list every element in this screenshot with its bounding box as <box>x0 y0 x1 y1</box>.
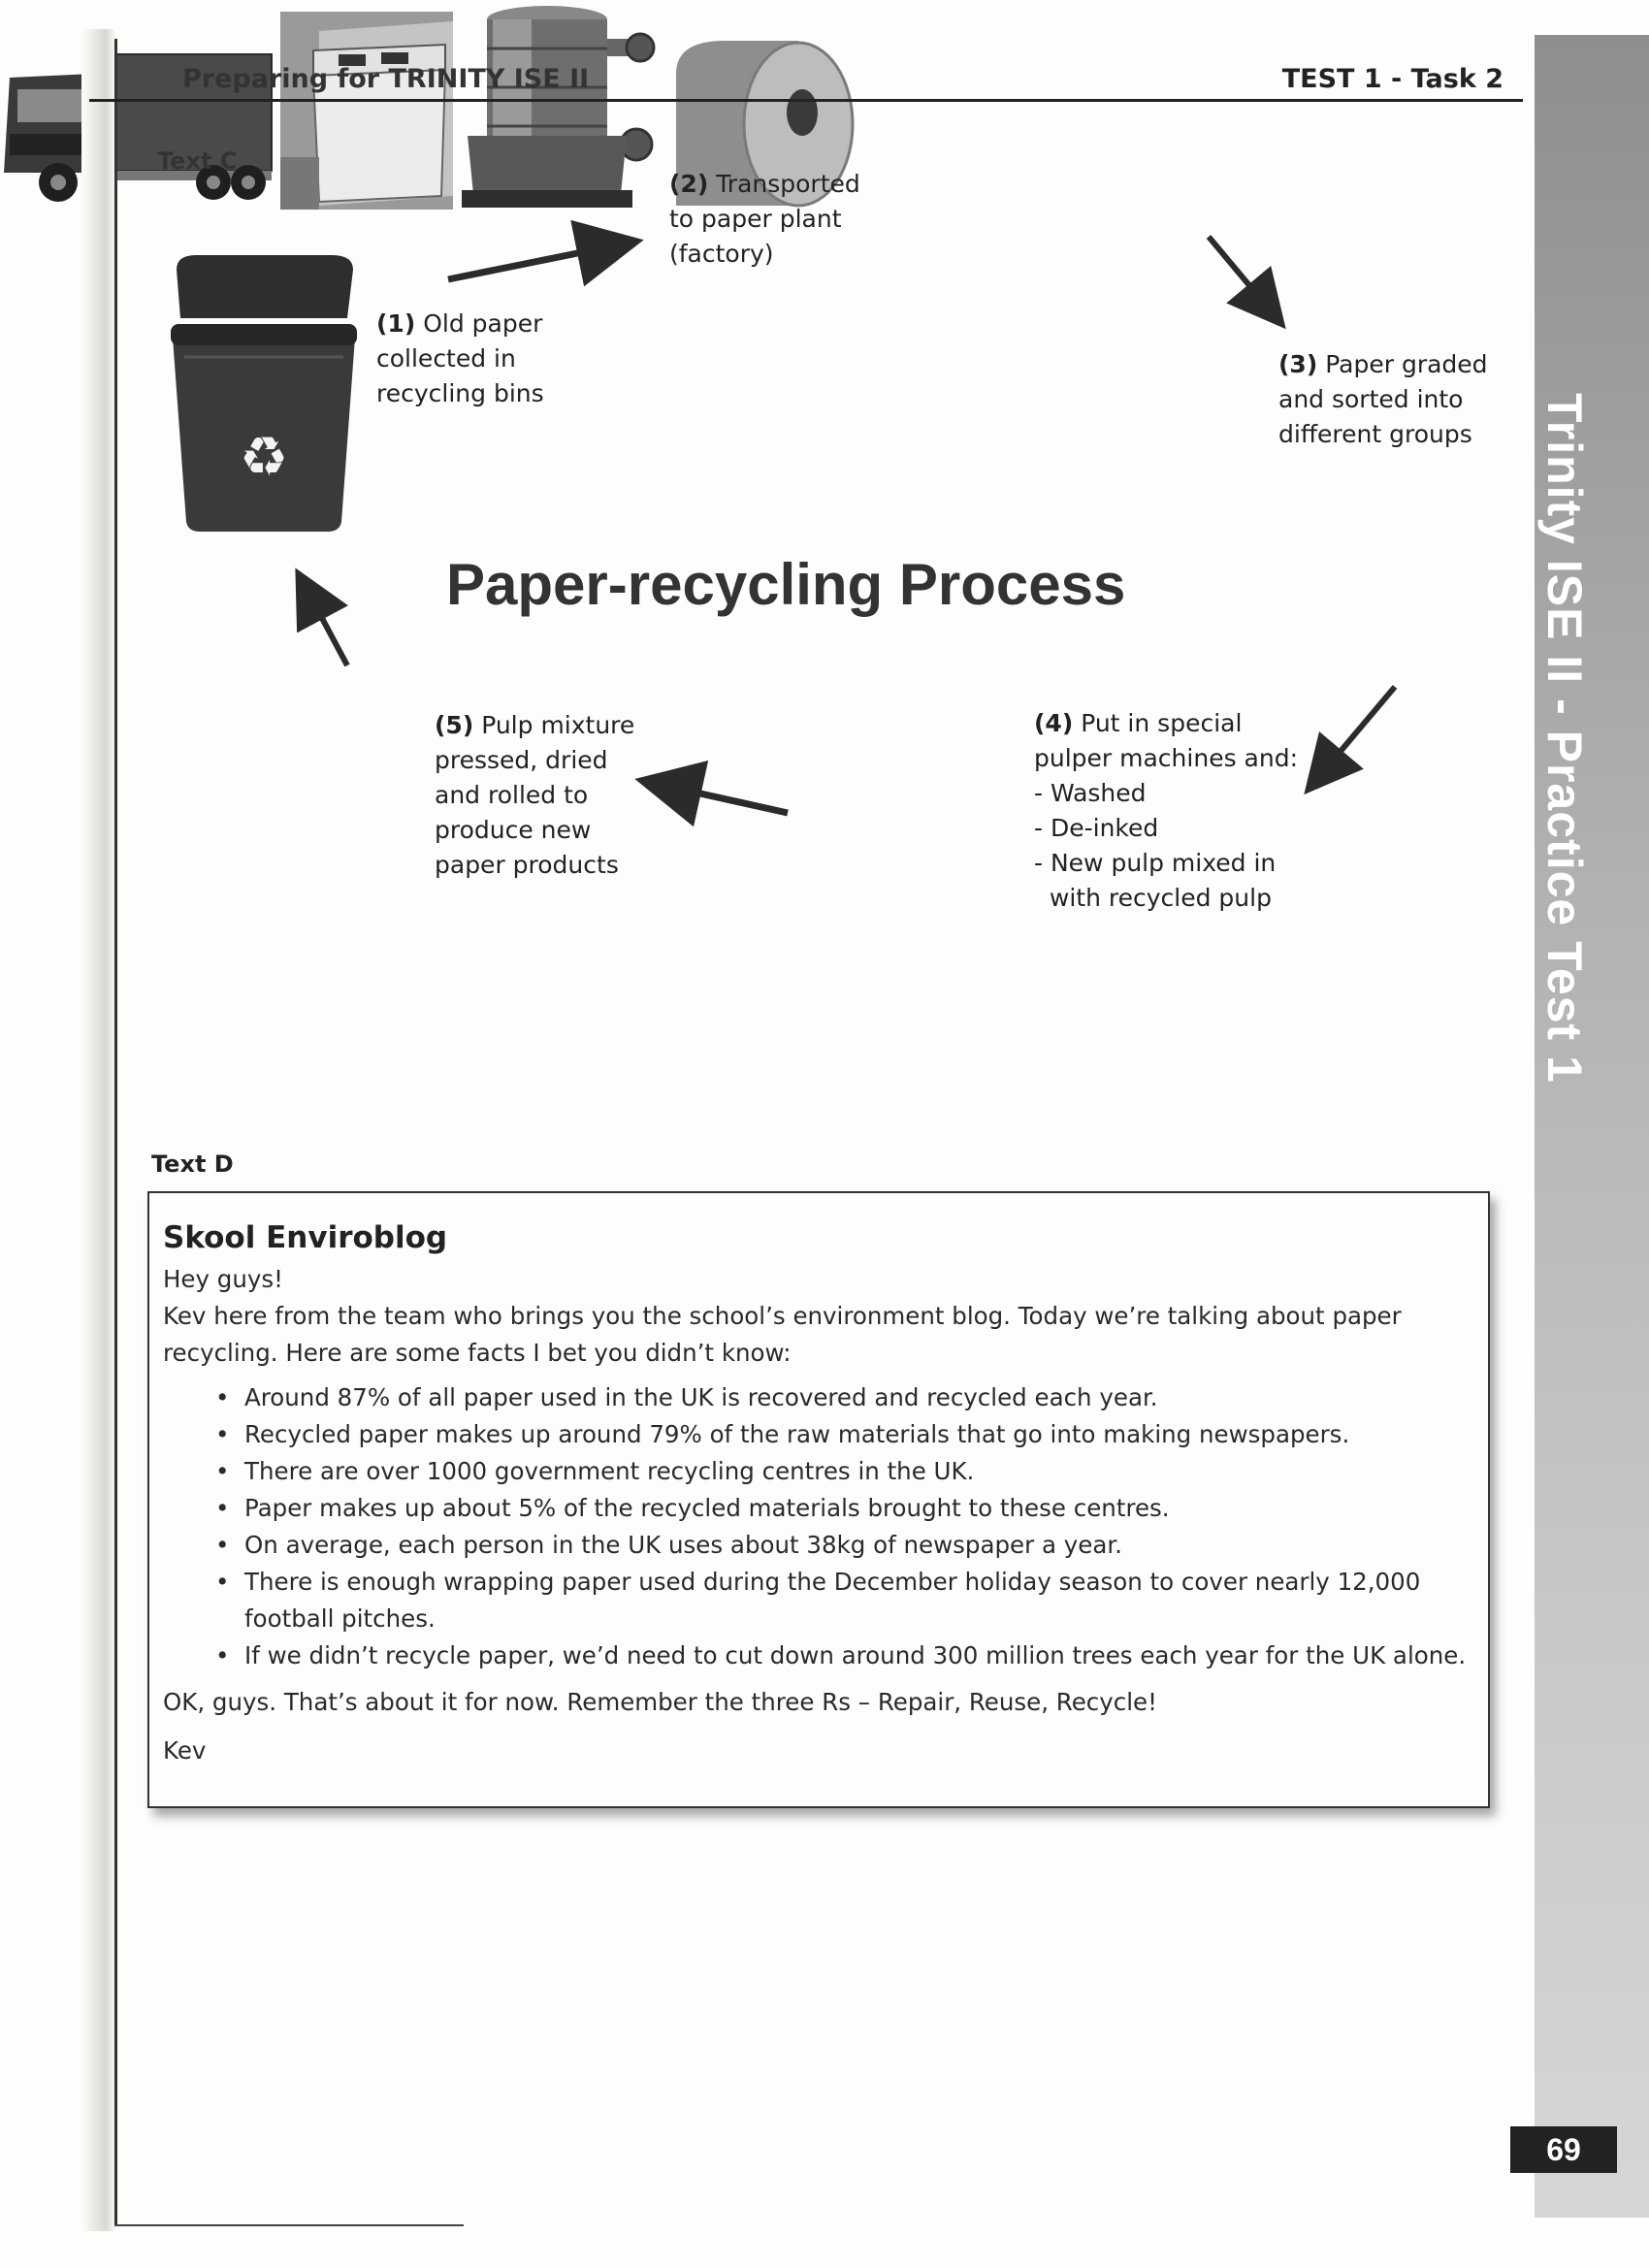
step-3 <box>1278 347 1488 452</box>
step-2-line: (factory) <box>669 240 774 268</box>
blog-intro-line: recycling. Here are some facts I bet you didn’t know: <box>163 1339 792 1367</box>
step-4-line: pulper machines and: <box>1034 744 1298 772</box>
blog-signature: Kev <box>163 1736 207 1765</box>
step-5-line: paper products <box>435 851 619 879</box>
step-5-number: (5) <box>435 711 474 739</box>
fact-item: • If we didn’t recycle paper, we’d need to cut down around 300 million trees each year for the UK alone. <box>215 1637 1474 1674</box>
step-1-line: Old paper <box>423 309 543 338</box>
step-4-line: - New pulp mixed in <box>1034 849 1277 877</box>
fact-item: • Paper makes up about 5% of the recycled materials brought to these centres. <box>215 1490 1474 1527</box>
arrow-5-to-1 <box>301 578 347 665</box>
step-1-line: recycling bins <box>376 379 544 407</box>
step-4-line: Put in special <box>1081 709 1243 737</box>
blog-intro-line: Kev here from the team who brings you the school’s environment blog. Today we’re talking about paper <box>163 1302 1402 1330</box>
process-title: Paper-recycling Process <box>446 552 1126 617</box>
step-5-line: pressed, dried <box>435 746 608 774</box>
step-1-line: collected in <box>376 344 516 373</box>
step-2 <box>669 167 860 272</box>
step-4-line: with recycled pulp <box>1034 884 1272 912</box>
fact-item: • On average, each person in the UK uses about 38kg of newspaper a year. <box>215 1527 1474 1564</box>
step-5 <box>435 708 634 883</box>
step-3-number: (3) <box>1278 350 1318 378</box>
step-4 <box>1034 706 1298 916</box>
arrow-3-to-4 <box>1311 687 1395 786</box>
facts-list <box>215 1379 1474 1674</box>
blog-title: Skool Enviroblog <box>163 1220 448 1255</box>
step-1 <box>376 307 544 411</box>
step-3-line: Paper graded <box>1325 350 1488 378</box>
text-d-label: Text D <box>151 1150 234 1178</box>
step-3-line: different groups <box>1278 420 1472 448</box>
fact-item: • There are over 1000 government recycling centres in the UK. <box>215 1453 1474 1490</box>
step-3-line: and sorted into <box>1278 385 1464 413</box>
step-1-number: (1) <box>376 309 416 338</box>
step-5-line: produce new <box>435 816 592 844</box>
page-number: 69 <box>1510 2126 1617 2173</box>
blog-box <box>147 1191 1490 1808</box>
step-4-line: - De-inked <box>1034 814 1159 842</box>
step-5-line: Pulp mixture <box>481 711 635 739</box>
header-title: Preparing for TRINITY ISE II <box>182 64 590 94</box>
arrow-1-to-2 <box>448 243 630 279</box>
fact-item: • There is enough wrapping paper used during the December holiday season to cover nearly 12,000 football pitches. <box>215 1564 1474 1637</box>
blog-closing: OK, guys. That’s about it for now. Remember the three Rs – Repair, Reuse, Recycle! <box>163 1688 1157 1716</box>
header-test-label: TEST 1 - Task 2 <box>1281 64 1504 94</box>
step-4-line: - Washed <box>1034 779 1147 807</box>
process-arrows <box>0 0 1649 1067</box>
text-c-label: Text C <box>157 147 238 175</box>
recycling-bin-icon <box>167 250 361 534</box>
arrow-4-to-5 <box>648 782 788 813</box>
step-2-line: to paper plant <box>669 205 842 233</box>
step-5-line: and rolled to <box>435 781 589 809</box>
bottom-rule <box>114 2224 464 2226</box>
step-2-number: (2) <box>669 170 709 198</box>
side-tab-title: Trinity ISE II - Practice Test 1 <box>1537 393 1592 1084</box>
step-2-line: Transported <box>716 170 860 198</box>
arrow-2-to-3 <box>1209 237 1278 320</box>
fact-item: • Recycled paper makes up around 79% of the raw materials that go into making newspapers. <box>215 1416 1474 1453</box>
svg-text:♻: ♻ <box>239 426 289 489</box>
step-4-number: (4) <box>1034 709 1074 737</box>
fact-item: • Around 87% of all paper used in the UK is recovered and recycled each year. <box>215 1379 1474 1416</box>
blog-greeting: Hey guys! <box>163 1265 283 1293</box>
